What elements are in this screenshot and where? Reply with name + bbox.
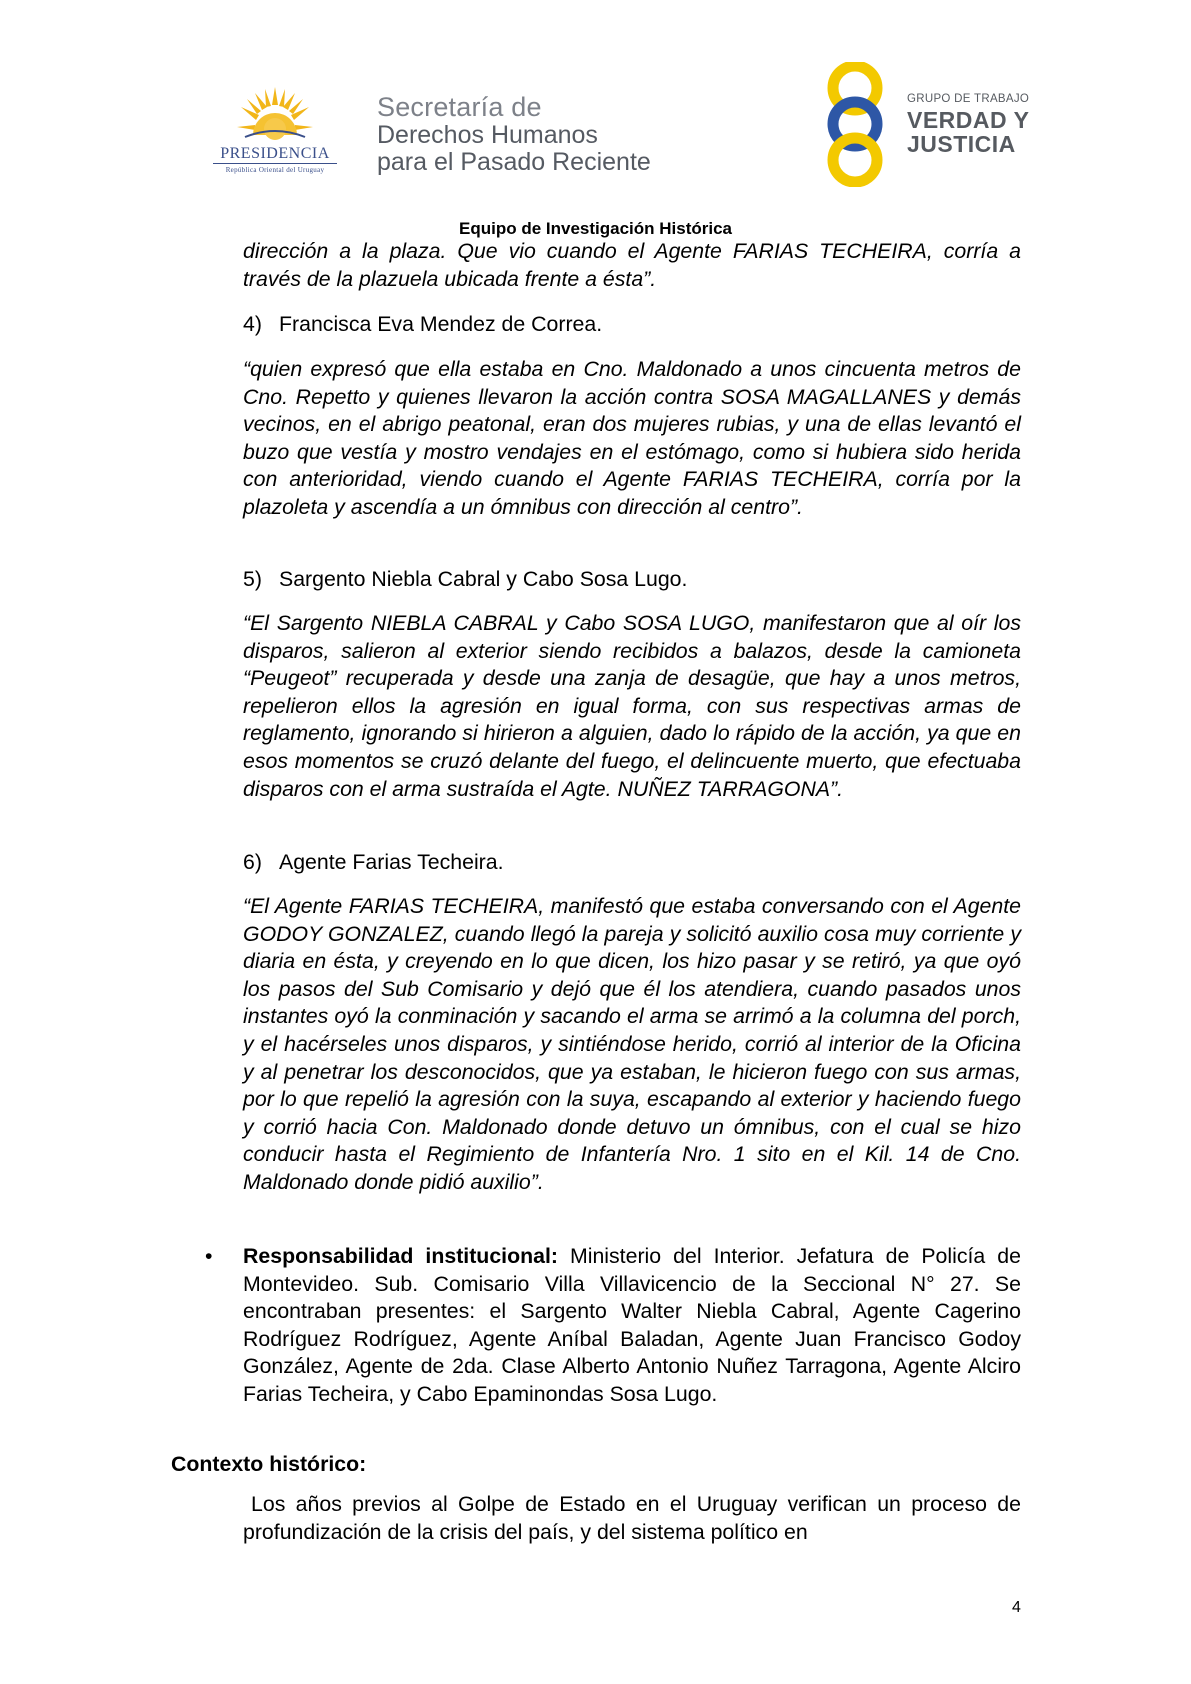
page-header [0,0,1191,238]
presidencia-name: PRESIDENCIA [220,145,330,162]
contexto-paragraph [243,1491,1021,1546]
witness-item-4 [243,311,602,339]
secretaria-line2: Derechos Humanos [377,121,598,149]
presidencia-divider [213,163,337,164]
page-number: 4 [1012,1599,1021,1616]
item-label: Agente Farias Techeira. [279,850,504,874]
team-title: Equipo de Investigación Histórica [459,219,732,238]
presidencia-logo [195,85,355,180]
witness-item-6 [243,849,504,877]
item-number: 4) [243,312,262,336]
grupo-line2: JUSTICIA [907,131,1016,157]
witness-quote-5: “El Sargento NIEBLA CABRAL y Cabo SOSA LUGO, manifestaron que al oír los disparos, salieron al exterior siendo recibidos a balazos, desde la camioneta “Peugeot” recuperada y desde una zanja de desagüe, que hay a unos metros, repelieron ellos la agresión en igual forma, con sus respectivas armas de reglamento, ignorando si hirieron a alguien, dado lo rápido de la acción, ya que en esos momentos se cruzó delante del fuego, el delincuente muerto, que efectuaba disparos con el arma sustraída el Agte. NUÑEZ TARRAGONA”. [243,611,1021,801]
secretaria-line1: Secretaría de [377,92,542,122]
responsabilidad-label: Responsabilidad institucional: [243,1244,558,1268]
secretaria-logotype [377,93,651,176]
witness-quote-6: “El Agente FARIAS TECHEIRA, manifestó que estaba conversando con el Agente GODOY GONZALEZ, cuando llegó la pareja y solicitó auxilio cosa muy corriente y diaria en ésta, y creyendo en lo que dicen, los hizo pasar y se retiró, ya que oyó los pasos del Sub Comisario y dejó que él los atendiera, cuando pasados unos instantes oyó la conminación y sacando el arma se arrimó a la columna del porch, y el hacérseles unos disparos, y sintiéndose herido, corrió al interior de la Oficina y al penetrar los desconocidos, que ya estaban, le hicieron fuego con sus armas, por lo que repelió la agresión con la suya, escapando al exterior y haciendo fuego y corrió hacia Con. Maldonado donde detuvo un ómnibus, con el cual se hizo conducir hasta el Regimiento de Infantería Nro. 1 sito en el Kil. 14 de Cno. Maldonado donde pidió auxilio”. [243,894,1021,1194]
item-label: Francisca Eva Mendez de Correa. [279,312,603,336]
contexto-text: Los años previos al Golpe de Estado en el Uruguay verifican un proceso de profundización de la crisis del país, y del sistema político en [243,1492,1021,1544]
bullet-symbol: • [205,1244,213,1268]
witness-item-5 [243,566,687,594]
quote-continuation: dirección a la plaza. Que vio cuando el Agente FARIAS TECHEIRA, corría a través de la plazuela ubicada frente a ésta”. [243,239,1021,291]
grupo-verdad-justicia-logo [815,62,1035,192]
presidencia-subtitle: República Oriental del Uruguay [225,166,325,174]
witness-quote-4: “quien expresó que ella estaba en Cno. Maldonado a unos cincuenta metros de Cno. Repetto y quienes llevaron la acción contra SOSA MAGALLANES y demás vecinos, en el abrigo peatonal, eran dos mujeres rubias, y una de ellas levantó el buzo que vestía y mostro vendajes en el estómago, como si hubiera sido herida con anterioridad, viendo cuando el Agente FARIAS TECHEIRA, corría por la plazoleta y ascendía a un ómnibus con dirección al centro”. [243,357,1021,519]
item-number: 6) [243,850,262,874]
responsabilidad-paragraph [243,1243,1021,1409]
grupo-line1: VERDAD Y [907,107,1030,133]
responsabilidad-text: Ministerio del Interior. Jefatura de Policía de Montevideo. Sub. Comisario Villa Villavicencio de la Seccional N° 27. Se encontraban presentes: el Sargento Walter Niebla Cabral, Agente Cagerino Rodríguez Rodríguez, Agente Aníbal Baladan, Agente Juan Francisco Godoy González, Agente de 2da. Clase Alberto Antonio Nuñez Tarragona, Agente Alciro Farias Techeira, y Cabo Epaminondas Sosa Lugo. [243,1244,1021,1406]
grupo-small-label: GRUPO DE TRABAJO [907,93,1030,105]
item-number: 5) [243,567,262,591]
sun-icon [235,85,315,145]
section-heading: Contexto histórico: [171,1452,367,1476]
item-label: Sargento Niebla Cabral y Cabo Sosa Lugo. [279,567,688,591]
secretaria-line3: para el Pasado Reciente [377,148,651,176]
rings-icon [815,62,905,187]
